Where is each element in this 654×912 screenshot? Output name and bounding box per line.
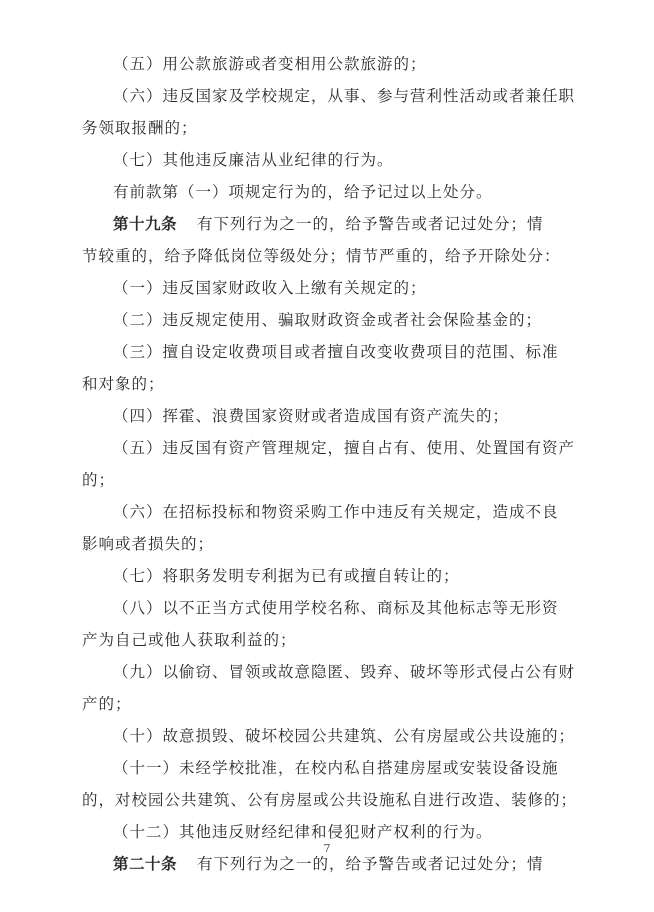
line-text: （十）故意损毁、破坏校园公共建筑、公有房屋或公共设施的； (113, 727, 576, 745)
line-text: 影响或者损失的； (82, 535, 215, 553)
document-body (82, 48, 578, 880)
line-text: 和对象的； (82, 375, 165, 393)
line-text: （六）在招标投标和物资采购工作中违反有关规定，造成不良 (113, 503, 559, 521)
line-text: 有下列行为之一的，给予警告或者记过处分；情 (197, 215, 544, 233)
text-line (82, 48, 578, 80)
line-text: （三）擅自设定收费项目或者擅自改变收费项目的范围、标准 (113, 343, 559, 361)
line-text: 的，对校园公共建筑、公有房屋或公共设施私自进行改造、装修的； (82, 791, 578, 809)
article-heading: 第十九条 (113, 215, 178, 233)
line-text: （二）违反规定使用、骗取财政资金或者社会保险基金的； (113, 311, 543, 329)
text-line (82, 560, 578, 592)
text-line (82, 720, 578, 752)
line-text: 产的； (82, 695, 132, 713)
page-number: 7 (323, 842, 331, 855)
text-line (82, 496, 578, 528)
text-line (82, 688, 578, 720)
text-line (82, 144, 578, 176)
text-line (82, 784, 578, 816)
text-line (82, 624, 578, 656)
text-line (82, 80, 578, 112)
line-text: （一）违反国家财政收入上缴有关规定的； (113, 279, 427, 297)
line-text: （五）用公款旅游或者变相用公款旅游的； (113, 55, 427, 73)
line-text: （四）挥霍、浪费国家资财或者造成国有资产流失的； (113, 407, 510, 425)
line-text: 节较重的，给予降低岗位等级处分；情节严重的，给予开除处分： (82, 247, 561, 265)
text-line (82, 272, 578, 304)
text-line (82, 752, 578, 784)
line-text: （七）将职务发明专利据为已有或擅自转让的； (113, 567, 460, 585)
text-line (82, 432, 578, 464)
line-text: 有下列行为之一的，给予警告或者记过处分；情 (197, 855, 544, 873)
line-text: （九）以偷窃、冒领或故意隐匿、毁弃、破坏等形式侵占公有财 (113, 663, 576, 681)
line-text: （七）其他违反廉洁从业纪律的行为。 (113, 151, 394, 169)
line-text: （十二）其他违反财经纪律和侵犯财产权利的行为。 (113, 823, 493, 841)
article-heading: 第二十条 (113, 855, 178, 873)
line-text: （六）违反国家及学校规定，从事、参与营利性活动或者兼任职 (113, 87, 576, 105)
text-line (82, 592, 578, 624)
text-line (82, 368, 578, 400)
line-text: （五）违反国有资产管理规定，擅自占有、使用、处置国有资产 (113, 439, 576, 457)
text-line (82, 112, 578, 144)
text-line (82, 656, 578, 688)
text-line (82, 528, 578, 560)
text-line (82, 400, 578, 432)
text-line (82, 176, 578, 208)
line-text: 产为自己或他人获取利益的； (82, 631, 297, 649)
line-text: （八）以不正当方式使用学校名称、商标及其他标志等无形资 (113, 599, 559, 617)
text-line (82, 464, 578, 496)
line-text: 有前款第（一）项规定行为的，给予记过以上处分。 (113, 183, 493, 201)
text-line (82, 240, 578, 272)
article-line (82, 208, 578, 240)
line-text: （十一）未经学校批准，在校内私自搭建房屋或安装设备设施 (113, 759, 559, 777)
text-line (82, 304, 578, 336)
text-line (82, 336, 578, 368)
line-text: 务领取报酬的； (82, 119, 198, 137)
line-text: 的； (82, 471, 116, 489)
